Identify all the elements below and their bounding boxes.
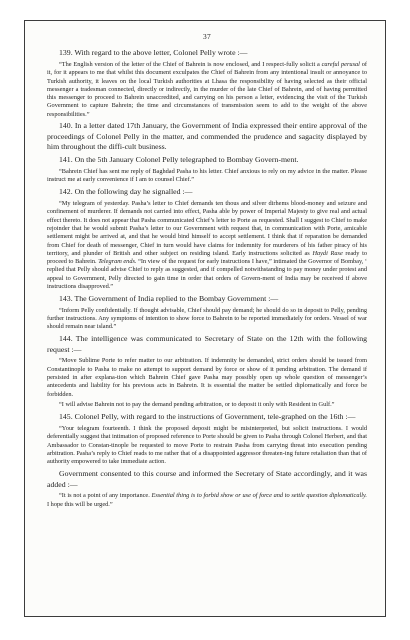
- text-run: ready to proceed to Bahrein.: [47, 249, 367, 266]
- text-run: “The English version of the letter of the Chief of Bahrein is now enclosed, and I respect-fully solicit a: [59, 60, 322, 68]
- italic-run: Haydi Rase: [312, 249, 343, 257]
- quoted-passage: [47, 492, 367, 509]
- text-run: “I will advise Bahrein not to pay the demand pending arbitration, or to deposit it only with Resident in Gulf.”: [59, 401, 335, 409]
- quoted-passage: [47, 357, 367, 398]
- paragraph: 143. The Government of India replied to the Bombay Government :—: [59, 293, 279, 303]
- paragraph: 145. Colonel Pelly, with regard to the instructions of Government, tele-graphed on the 16th :—: [59, 412, 356, 422]
- text-run: “In view of the request for early instructions I have,” intimated the Governor of Bombay, ‘ replied that Pelly should advise Chief to reply as suggested, and if compelled notwithstanding to pay money under protest and appeal to Government, Pelly directed to gain time in order that orders of Govern-ment of India may be received if above instructions disapproved.”: [47, 258, 367, 291]
- paragraph: 142. On the following day he signalled :—: [59, 187, 193, 197]
- text-run: “Inform Pelly confidentially. If thought advisable, Chief should pay demand; he should do so in deposit to Pelly, pending further instructions. Any symptoms of intention to show force to Bahrein to be reported immediately for orders. Vessel of war should remain near island.”: [47, 306, 367, 331]
- page-number: 37: [203, 32, 211, 41]
- text-run: “Your telegram fourteenth. I think the proposed deposit might be misinterpreted, but solicit instructions. I would deferentially suggest that intimation of proposed reference to Porte should be given to Pasha through Colonel Herbert, and that Ambassador to Constan-tinople be requested to move Porte to restrain Pasha from carrying threat into execution pending arbitration. Pasha’s reply to Chief reads to me rather that of a disappointed aggressor threaten-ing future retaliation than that of authority empowered to take immediate action.: [47, 425, 367, 466]
- paragraph: 140. In a letter dated 17th January, the Government of India expressed their entire approval of the proceedings of Colonel Pelly in the matter, and commended the prudence and sagacity displayed by him throughout the diffi-cult business.: [47, 121, 367, 152]
- quoted-passage: [47, 200, 367, 291]
- page-body: [47, 48, 367, 509]
- paragraph: 141. On the 5th January Colonel Pelly telegraphed to Bombay Govern-ment.: [59, 155, 299, 165]
- quoted-passage: [47, 307, 367, 332]
- text-run: “It is not a point of any importance.: [59, 492, 152, 500]
- italic-run: Essential thing is to forbid show or use of force and to settle question diplomatically.: [151, 492, 367, 500]
- text-run: “Bahrein Chief has sent me reply of Baghdad Pasha to his letter. Chief anxious to rely on my advice in the matter. Please instruct me at early convenience if I am to counsel Chief.”: [47, 168, 367, 184]
- text-run: I hope this will be urged.”: [47, 500, 113, 508]
- paragraph: 139. With regard to the above letter, Colonel Pelly wrote :—: [59, 48, 248, 57]
- text-run: “My telegram of yesterday. Pasha’s letter to Chief demands ten thous and silver dirhems blood-money and seizure and confinement of murderer. If demands not carried into effect, Pasha able by power of Imperial Majesty to give real and actual effect thereto. It does not appear that Pasha communicated Chief’s letter to Porte as requested. Shall I suggest to Chief to make rejoinder that he would submit Pasha’s letter to our Government with request that, in communication with Porte, amicable settlement might be arrived at, and that he would bind himself to accept settlement. I think that if reparation be demanded from Chief for death of messenger, Chief in turn would have claims for indemnity for murderers of his father piracy of his territory, and plunder of British and other subject on residing island. Early instructions solicited as: [47, 200, 367, 257]
- quoted-passage: [47, 168, 367, 185]
- paragraph: Government consented to this course and informed the Secretary of State accordingly, and it was added :—: [47, 469, 367, 489]
- italic-run: careful perusal: [321, 60, 360, 68]
- quoted-passage: [47, 401, 367, 409]
- text-run: of it, for it appears to me that whilst this document exculpates the Chief of Bahrein from any intentional insult or annoyance to Turkish authority, it leaves on the local Turkish authorities at Lhasa the responsibility of having selected as their official messenger a tradesman connected, directly or indirectly, in the murder of the late Chief of Bahrein, and of having permitted this messenger to proceed to Bahrein unaccredited, and carrying on his person a letter, evidencing the visit of the Turkish Government to capture Bahrein; the time and circumstances of transmission seem to add to the weight of the above responsibilities.”: [47, 60, 367, 118]
- paragraph: 144. The intelligence was communicated to Secretary of State on the 12th with the following request :—: [47, 334, 367, 354]
- quoted-passage: [47, 61, 367, 119]
- document-page: [24, 20, 386, 617]
- text-run: “Move Sublime Porte to refer matter to our arbitration. If indemnity be demanded, strict orders should be issued from Constantinople to Pasha to make no attempt to support demand by force or show of it pending arbitration. The demand if persisted in after explana-tion which Bahrein Chief gave Pasha may possibly open up whole question of messenger’s antecedents and liability for his previous acts in Bahrein. It is essential the matter be settled diplomatically and force be forbidden.: [47, 357, 367, 398]
- italic-run: Telegram ends.: [98, 258, 137, 266]
- quoted-passage: [47, 425, 367, 466]
